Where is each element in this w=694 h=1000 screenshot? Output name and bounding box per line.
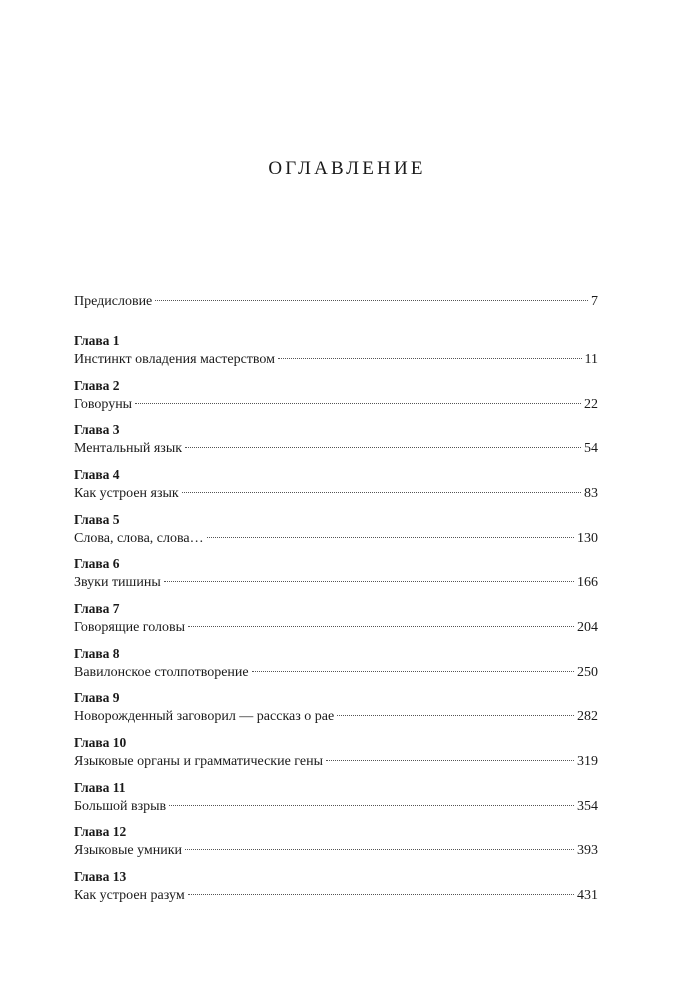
toc-entry-page: 319 <box>577 754 598 769</box>
toc-entry-title: Языковые умники <box>74 843 183 858</box>
dot-leader <box>135 402 581 404</box>
dot-leader <box>155 299 588 301</box>
toc-entry-page: 166 <box>577 575 598 590</box>
toc-entry-page: 393 <box>577 843 598 858</box>
toc-entry-title: Слова, слова, слова… <box>74 531 204 546</box>
toc-entry-title: Предисловие <box>74 294 153 309</box>
toc-entry-chapter-4 <box>74 484 598 504</box>
toc-entry-chapter-10 <box>74 752 598 772</box>
toc-entry-title: Новорожденный заговорил — рассказ о рае <box>74 709 335 724</box>
toc-entry-page: 54 <box>584 441 598 456</box>
toc-entry-chapter-3 <box>74 439 598 459</box>
toc-entry-page: 11 <box>584 352 598 367</box>
toc-entry-title: Говорящие головы <box>74 620 186 635</box>
chapter-label: Глава 2 <box>74 378 120 393</box>
toc-entry-chapter-1 <box>74 350 598 370</box>
toc-entry-chapter-9 <box>74 707 598 727</box>
dot-leader <box>207 536 574 538</box>
dot-leader <box>188 625 574 627</box>
toc-entry-preface <box>74 292 598 312</box>
dot-leader <box>188 893 574 895</box>
toc-entry-page: 7 <box>591 294 598 309</box>
toc-entry-page: 282 <box>577 709 598 724</box>
dot-leader <box>169 804 574 806</box>
chapter-label: Глава 6 <box>74 556 120 571</box>
toc-entry-page: 250 <box>577 665 598 680</box>
page-title: ОГЛАВЛЕНИЕ <box>268 158 426 179</box>
dot-leader <box>326 759 574 761</box>
chapter-label: Глава 12 <box>74 824 127 839</box>
chapter-label: Глава 5 <box>74 512 120 527</box>
toc-entry-page: 83 <box>584 486 598 501</box>
toc-entry-page: 130 <box>577 531 598 546</box>
toc-entry-title: Вавилонское столпотворение <box>74 665 249 680</box>
dot-leader <box>278 357 582 359</box>
toc-entry-title: Как устроен язык <box>74 486 179 501</box>
toc-entry-title: Говоруны <box>74 397 133 412</box>
toc-entry-page: 431 <box>577 888 598 903</box>
dot-leader <box>337 714 574 716</box>
toc-entry-chapter-11 <box>74 797 598 817</box>
toc-entry-chapter-6 <box>74 573 598 593</box>
toc-entry-page: 354 <box>577 799 598 814</box>
chapter-label: Глава 4 <box>74 467 120 482</box>
chapter-label: Глава 10 <box>74 735 127 750</box>
chapter-label: Глава 7 <box>74 601 120 616</box>
dot-leader <box>182 491 581 493</box>
chapter-label: Глава 1 <box>74 333 120 348</box>
dot-leader <box>185 848 574 850</box>
toc-entry-chapter-7 <box>74 618 598 638</box>
chapter-label: Глава 13 <box>74 869 127 884</box>
toc-entry-title: Как устроен разум <box>74 888 185 903</box>
toc-entry-title: Языковые органы и грамматические гены <box>74 754 323 769</box>
toc-entry-chapter-13 <box>74 886 598 906</box>
toc-entry-title: Инстинкт овладения мастерством <box>74 352 276 367</box>
toc-entry-page: 204 <box>577 620 598 635</box>
dot-leader <box>185 446 581 448</box>
toc-entry-title: Звуки тишины <box>74 575 161 590</box>
dot-leader <box>164 580 574 582</box>
chapter-label: Глава 9 <box>74 690 120 705</box>
toc-entry-chapter-5 <box>74 529 598 549</box>
toc-entry-chapter-2 <box>74 395 598 415</box>
toc-entry-chapter-12 <box>74 841 598 861</box>
toc-entry-title: Ментальный язык <box>74 441 183 456</box>
toc-entry-chapter-8 <box>74 663 598 683</box>
dot-leader <box>252 670 574 672</box>
chapter-label: Глава 8 <box>74 646 120 661</box>
chapter-label: Глава 3 <box>74 422 120 437</box>
chapter-label: Глава 11 <box>74 780 126 795</box>
toc-entry-page: 22 <box>584 397 598 412</box>
toc-entry-title: Большой взрыв <box>74 799 167 814</box>
